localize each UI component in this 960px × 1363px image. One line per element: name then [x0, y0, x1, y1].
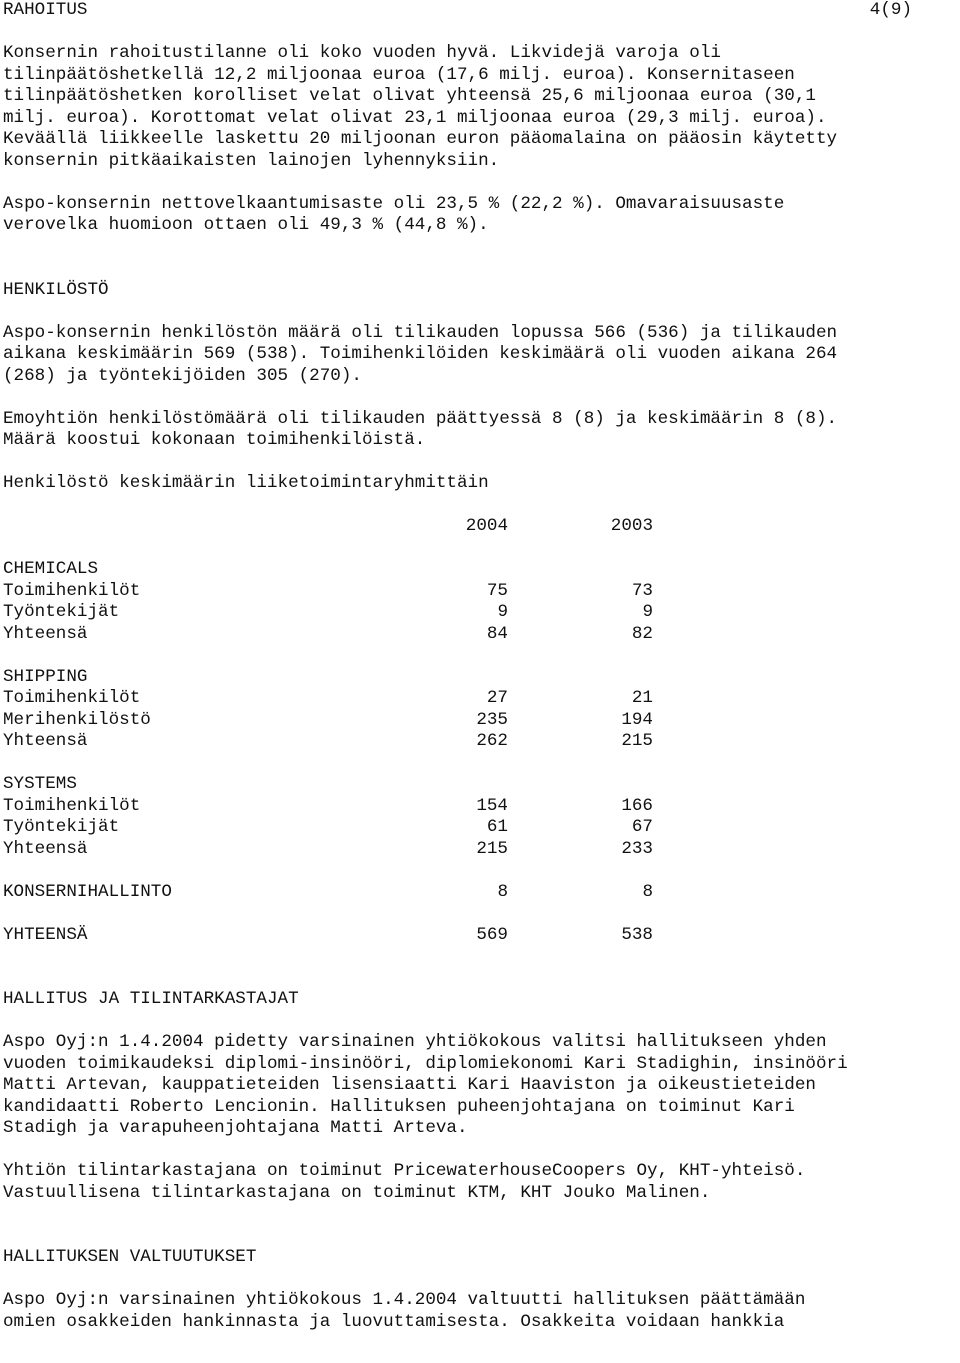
value-2003: 215: [621, 731, 653, 751]
paragraph-line: (268) ja työntekijöiden 305 (270).: [3, 365, 362, 386]
column-header-2003: 2003: [610, 516, 653, 536]
paragraph-line: omien osakkeiden hankinnasta ja luovuttamisesta. Osakkeita voidaan hankkia: [3, 1311, 785, 1332]
group-name: SHIPPING: [3, 666, 88, 687]
value-2004: 9: [497, 602, 508, 622]
section-title-henkilosto: HENKILÖSTÖ: [3, 279, 109, 300]
value-2003: 194: [621, 709, 653, 730]
value-2003: 538: [621, 924, 653, 945]
auditor-paragraph: [3, 1161, 958, 1204]
value-2003: 9: [642, 602, 653, 622]
value-2003: 67: [631, 817, 653, 837]
row-label: Toimihenkilöt: [3, 688, 141, 708]
table-row: [3, 602, 958, 624]
paragraph-line: Määrä koostui kokonaan toimihenkilöistä.: [3, 430, 426, 450]
row-label: Toimihenkilöt: [3, 580, 141, 601]
paragraph-line: Stadigh ja varapuheenjohtajana Matti Arteva.: [3, 1118, 468, 1138]
value-2004: 154: [476, 795, 508, 816]
table-row: [3, 796, 958, 818]
group-chemicals: [3, 559, 958, 645]
paragraph-line: tilinpäätöshetken korolliset velat olivat yhteensä 25,6 miljoonaa euroa (30,1: [3, 86, 816, 106]
group-shipping: [3, 667, 958, 753]
paragraph-line: Konsernin rahoitustilanne oli koko vuoden hyvä. Likvidejä varoja oli: [3, 43, 721, 63]
row-label: Yhteensä: [3, 838, 88, 859]
paragraph-line: Aspo-konsernin nettovelkaantumisaste oli 23,5 % (22,2 %). Omavaraisuusaste: [3, 193, 785, 214]
paragraph-line: milj. euroa). Korottomat velat olivat 23,1 miljoonaa euroa (29,3 milj. euroa).: [3, 107, 827, 128]
value-2004: 569: [476, 924, 508, 945]
column-header-2004: 2004: [465, 516, 508, 536]
value-2004: 75: [486, 580, 508, 601]
gearing-paragraph: [3, 194, 958, 237]
rahoitus-paragraph: [3, 43, 958, 172]
value-2003: 8: [642, 881, 653, 902]
value-2003: 166: [621, 795, 653, 816]
paragraph-line: verovelka huomioon ottaen oli 49,3 % (44,8 %).: [3, 215, 489, 235]
value-2003: 21: [631, 688, 653, 708]
table-row: [3, 581, 958, 603]
page-header: [3, 0, 958, 22]
paragraph-line: aikana keskimäärin 569 (538). Toimihenkilöiden keskimäärä oli vuoden aikana 264: [3, 344, 838, 364]
section-title-hallitus: HALLITUS JA TILINTARKASTAJAT: [3, 989, 299, 1009]
document-page: [3, 0, 958, 1333]
value-2004: 8: [497, 881, 508, 902]
value-2004: 27: [486, 688, 508, 708]
paragraph-line: Emoyhtiön henkilöstömäärä oli tilikauden päättyessä 8 (8) ja keskimäärin 8 (8).: [3, 408, 838, 429]
paragraph-line: konsernin pitkäaikaisten lainojen lyhennyksiin.: [3, 150, 500, 171]
staff-table: [3, 473, 958, 946]
value-2004: 262: [476, 731, 508, 751]
group-name: SYSTEMS: [3, 774, 77, 794]
row-label: Yhteensä: [3, 731, 88, 751]
row-label: Työntekijät: [3, 817, 120, 837]
table-row: [3, 839, 958, 861]
row-label: Toimihenkilöt: [3, 795, 141, 816]
row-label: Työntekijät: [3, 602, 120, 622]
value-2003: 82: [631, 623, 653, 644]
table-row-konsernihallinto: [3, 882, 958, 904]
page-number: 4(9): [869, 0, 912, 20]
section-title-rahoitus: RAHOITUS: [3, 0, 88, 20]
paragraph-line: Vastuullisena tilintarkastajana on toiminut KTM, KHT Jouko Malinen.: [3, 1182, 711, 1203]
paragraph-line: Yhtiön tilintarkastajana on toiminut PricewaterhouseCoopers Oy, KHT-yhteisö.: [3, 1161, 806, 1181]
table-row: [3, 817, 958, 839]
paragraph-line: Aspo Oyj:n varsinainen yhtiökokous 1.4.2004 valtuutti hallituksen päättämään: [3, 1290, 806, 1310]
table-row-total: [3, 925, 958, 947]
value-2004: 61: [486, 817, 508, 837]
table-header-row: [3, 516, 958, 538]
value-2004: 84: [486, 623, 508, 644]
paragraph-line: Aspo-konsernin henkilöstön määrä oli tilikauden lopussa 566 (536) ja tilikauden: [3, 322, 838, 343]
value-2004: 235: [476, 709, 508, 730]
table-title: Henkilöstö keskimäärin liiketoimintaryhmittäin: [3, 473, 489, 493]
parent-staff-paragraph: [3, 409, 958, 452]
value-2004: 215: [476, 838, 508, 859]
paragraph-line: Aspo Oyj:n 1.4.2004 pidetty varsinainen yhtiökokous valitsi hallitukseen yhden: [3, 1032, 827, 1052]
table-row: [3, 710, 958, 732]
table-row: [3, 731, 958, 753]
paragraph-line: kandidaatti Roberto Lencionin. Hallituksen puheenjohtajana on toiminut Kari: [3, 1096, 795, 1117]
group-name: CHEMICALS: [3, 559, 99, 579]
paragraph-line: tilinpäätöshetkellä 12,2 miljoonaa euroa (17,6 milj. euroa). Konsernitaseen: [3, 64, 795, 85]
value-2003: 73: [631, 580, 653, 601]
value-2003: 233: [621, 838, 653, 859]
section-title-valtuutukset: HALLITUKSEN VALTUUTUKSET: [3, 1247, 257, 1267]
table-row: [3, 624, 958, 646]
authorization-paragraph: [3, 1290, 958, 1333]
table-row: [3, 688, 958, 710]
paragraph-line: vuoden toimikaudeksi diplomi-insinööri, diplomiekonomi Kari Stadighin, insinööri: [3, 1053, 848, 1074]
row-label: Yhteensä: [3, 623, 88, 644]
row-label: YHTEENSÄ: [3, 924, 88, 945]
staff-paragraph: [3, 323, 958, 388]
group-systems: [3, 774, 958, 860]
paragraph-line: Matti Artevan, kauppatieteiden lisensiaatti Kari Haaviston ja oikeustieteiden: [3, 1075, 816, 1095]
row-label: Merihenkilöstö: [3, 709, 151, 730]
board-paragraph: [3, 1032, 958, 1140]
paragraph-line: Keväällä liikkeelle laskettu 20 miljoonan euron pääomalaina on pääosin käytetty: [3, 129, 838, 149]
row-label: KONSERNIHALLINTO: [3, 881, 172, 902]
